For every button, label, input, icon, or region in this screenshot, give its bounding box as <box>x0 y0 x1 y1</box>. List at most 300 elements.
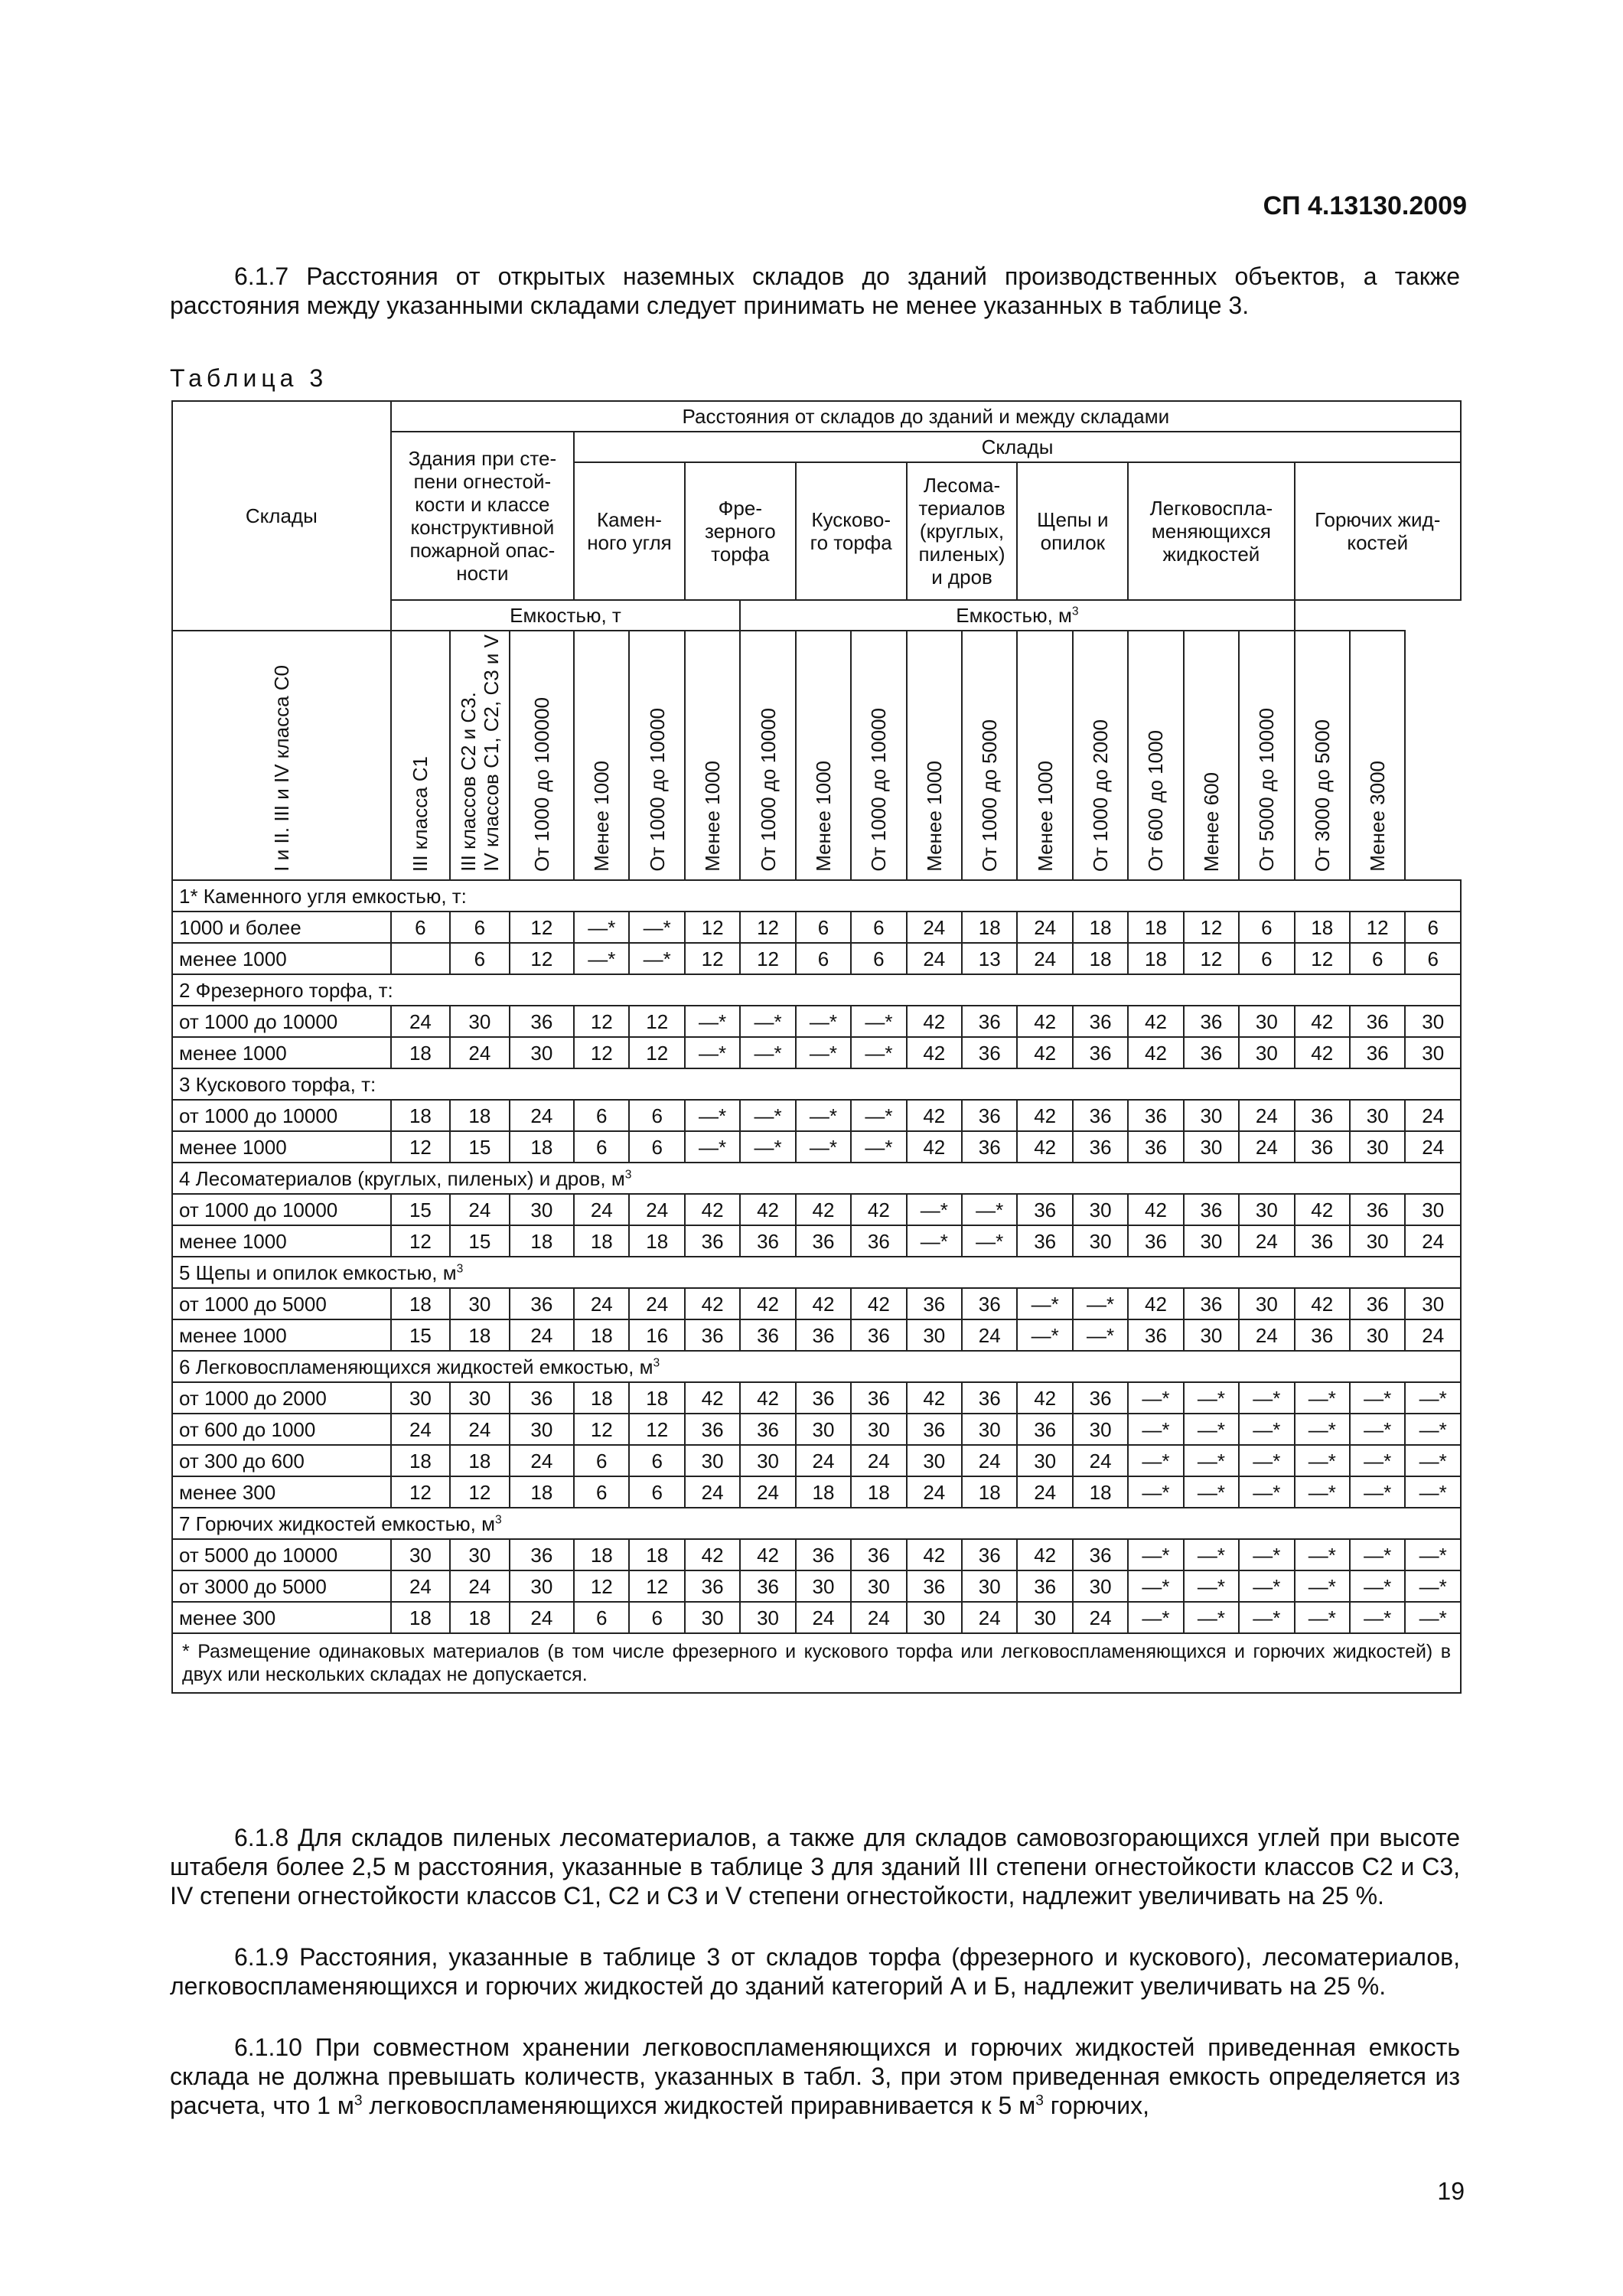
table-cell: 18 <box>962 912 1017 943</box>
table-cell: 36 <box>1073 1100 1128 1131</box>
table-cell: —* <box>685 1037 740 1068</box>
table-cell: 24 <box>1073 1602 1128 1633</box>
vertical-cell <box>1185 631 1238 879</box>
table-cell: —* <box>851 1131 906 1163</box>
table-cell: 24 <box>1405 1319 1461 1351</box>
table-cell: 36 <box>1128 1131 1183 1163</box>
table-cell: 18 <box>796 1476 851 1508</box>
table-cell: —* <box>851 1037 906 1068</box>
section-title-cell <box>172 1163 1461 1194</box>
table-cell: 36 <box>1017 1414 1072 1445</box>
table-row <box>172 1194 1461 1225</box>
table-cell: 12 <box>629 1006 684 1037</box>
table-cell: —* <box>1405 1602 1461 1633</box>
table-cell: 42 <box>1128 1194 1183 1225</box>
table-cell: —* <box>796 1006 851 1037</box>
table-cell: 36 <box>685 1225 740 1257</box>
header-sub-col-16 <box>1350 631 1405 880</box>
building-col-label: III класса С1 <box>409 755 432 872</box>
row-label: менее 300 <box>172 1476 391 1508</box>
table-cell: 30 <box>685 1445 740 1476</box>
table-cell: 30 <box>450 1539 509 1570</box>
table-cell: 30 <box>1239 1037 1294 1068</box>
vertical-cell <box>797 631 850 879</box>
sub-col-label: От 1000 до 10000 <box>867 708 891 872</box>
table-cell: —* <box>907 1225 962 1257</box>
table-cell: 18 <box>391 1100 450 1131</box>
table-cell: 12 <box>510 912 574 943</box>
row-label: от 300 до 600 <box>172 1445 391 1476</box>
table-cell: 36 <box>740 1414 795 1445</box>
table-cell: 36 <box>1184 1037 1239 1068</box>
table-cell: 42 <box>907 1539 962 1570</box>
vertical-cell <box>1074 631 1127 879</box>
table-cell: —* <box>1128 1445 1183 1476</box>
table-cell: —* <box>1239 1382 1294 1414</box>
header-group-5: Щепы и опилок <box>1017 462 1128 600</box>
table-cell: 24 <box>962 1445 1017 1476</box>
table-cell: —* <box>1405 1476 1461 1508</box>
paragraph-6-1-9: 6.1.9 Расстояния, указанные в таблице 3 от складов торфа (фрезерного и кускового), лесоматериалов, легковоспламеняющихся и горючих жидкостей до зданий категорий А и Б, надлежит увеличивать на 25 %. <box>170 1943 1460 2000</box>
table-cell: 24 <box>574 1288 629 1319</box>
table-row <box>172 943 1461 974</box>
table-cell: 42 <box>740 1288 795 1319</box>
table-cell: 30 <box>796 1570 851 1602</box>
table-cell: —* <box>1350 1602 1405 1633</box>
header-sklady: Склады <box>172 401 391 631</box>
table-cell: 30 <box>1405 1006 1461 1037</box>
paragraph-6-1-10-part-b: легковоспламеняющихся жидкостей приравнивается к 5 м <box>362 2092 1036 2119</box>
section-header-row <box>172 1351 1461 1382</box>
header-capacity-m3 <box>740 600 1294 631</box>
table-cell: 42 <box>1128 1288 1183 1319</box>
table-cell: 36 <box>1295 1100 1350 1131</box>
table-cell: 24 <box>962 1602 1017 1633</box>
table-cell: 42 <box>796 1194 851 1225</box>
paragraph-6-1-10-part-a: 6.1.10 При совместном хранении легковоспламеняющихся и горючих жидкостей приведенная емкость склада не должна превышать количеств, указанных в табл. 3, при этом приведенная емкость определяется из расчета, что 1 м <box>170 2033 1460 2119</box>
table-cell: 36 <box>1073 1006 1128 1037</box>
header-sub-col-11 <box>1073 631 1128 880</box>
table-cell: 12 <box>1350 912 1405 943</box>
sub-col-label: Менее 1000 <box>701 761 725 872</box>
table-cell: —* <box>1184 1445 1239 1476</box>
header-buildings: Здания при сте- пени огнестой- кости и классе конструктивной пожарной опас- ности <box>391 432 574 600</box>
table-cell: 36 <box>1350 1037 1405 1068</box>
table-cell: 36 <box>1128 1100 1183 1131</box>
table-cell: 6 <box>1239 912 1294 943</box>
table-cell: 24 <box>510 1445 574 1476</box>
sup-3-a: 3 <box>354 2092 363 2109</box>
table-cell: 30 <box>1184 1319 1239 1351</box>
vertical-cell <box>741 631 794 879</box>
table-cell: 24 <box>1239 1131 1294 1163</box>
table-3 <box>171 400 1462 1694</box>
table-cell: 18 <box>510 1131 574 1163</box>
table-cell: —* <box>1017 1319 1072 1351</box>
document-code: СП 4.13130.2009 <box>1263 191 1467 220</box>
vertical-cell <box>575 631 628 879</box>
table-cell: 36 <box>1073 1539 1128 1570</box>
section-header-row <box>172 974 1461 1006</box>
table-cell: 36 <box>1128 1225 1183 1257</box>
table-cell: 12 <box>1184 912 1239 943</box>
row-label: менее 1000 <box>172 943 391 974</box>
table-cell: —* <box>629 943 684 974</box>
table-row <box>172 1288 1461 1319</box>
table-cell: 18 <box>574 1539 629 1570</box>
section-title-sup: 3 <box>494 1512 502 1526</box>
header-group-4: Лесома- териалов (круглых, пиленых) и дров <box>907 462 1018 600</box>
row-label: менее 1000 <box>172 1225 391 1257</box>
table-cell: —* <box>740 1037 795 1068</box>
table-row <box>172 1602 1461 1633</box>
table-cell: 6 <box>574 1131 629 1163</box>
table-cell: 18 <box>1128 943 1183 974</box>
table-cell: 18 <box>1073 912 1128 943</box>
table-cell: 36 <box>1073 1131 1128 1163</box>
table-cell: 42 <box>1017 1037 1072 1068</box>
table-cell: 36 <box>962 1382 1017 1414</box>
section-header-row <box>172 880 1461 912</box>
table-cell: 30 <box>1073 1225 1128 1257</box>
sub-col-label: От 3000 до 5000 <box>1310 719 1334 872</box>
table-cell: 42 <box>740 1382 795 1414</box>
table-cell: 36 <box>510 1539 574 1570</box>
table-cell: —* <box>1184 1539 1239 1570</box>
capacity-m3-sup: 3 <box>1071 605 1079 618</box>
header-building-col-3 <box>450 631 509 880</box>
table-cell: 24 <box>1405 1225 1461 1257</box>
table-row <box>172 1570 1461 1602</box>
table-cell: —* <box>685 1006 740 1037</box>
table-cell: —* <box>796 1037 851 1068</box>
section-title-cell <box>172 974 1461 1006</box>
header-distances: Расстояния от складов до зданий и между складами <box>391 401 1461 432</box>
table-cell: 36 <box>962 1539 1017 1570</box>
table-cell: 24 <box>796 1602 851 1633</box>
section-title-sup: 3 <box>456 1261 464 1275</box>
table-row <box>172 1225 1461 1257</box>
table-cell: 42 <box>851 1288 906 1319</box>
table-cell: 36 <box>1350 1288 1405 1319</box>
table-cell: 24 <box>740 1476 795 1508</box>
vertical-cell <box>392 631 449 879</box>
header-sub-col-12 <box>1128 631 1183 880</box>
table-cell: 6 <box>574 1100 629 1131</box>
table-cell: —* <box>574 943 629 974</box>
table-cell: —* <box>796 1100 851 1131</box>
table-cell: 18 <box>450 1445 509 1476</box>
table-cell: —* <box>1405 1539 1461 1570</box>
table-cell: 6 <box>629 1602 684 1633</box>
row-label: 1000 и более <box>172 912 391 943</box>
vertical-cell <box>963 631 1016 879</box>
table-cell: 42 <box>907 1382 962 1414</box>
sub-col-label: От 1000 до 5000 <box>978 719 1002 872</box>
table-cell: 12 <box>574 1037 629 1068</box>
table-cell: 42 <box>740 1194 795 1225</box>
header-sub-col-10 <box>1017 631 1072 880</box>
sub-col-label: Менее 1000 <box>1033 761 1057 872</box>
vertical-cell <box>173 631 390 879</box>
header-sub-col-7 <box>851 631 906 880</box>
row-label: от 1000 до 5000 <box>172 1288 391 1319</box>
section-title: 7 Горючих жидкостей емкостью, м <box>179 1512 495 1535</box>
sub-col-label: От 1000 до 10000 <box>756 708 780 872</box>
table-cell: 24 <box>1405 1131 1461 1163</box>
header-sub-col-4 <box>685 631 740 880</box>
table-cell: 6 <box>629 1131 684 1163</box>
table-cell: 36 <box>1295 1131 1350 1163</box>
table-cell: 18 <box>391 1037 450 1068</box>
section-title-cell <box>172 1257 1461 1288</box>
section-header-row <box>172 1163 1461 1194</box>
table-cell: —* <box>1350 1414 1405 1445</box>
table-cell: 6 <box>391 912 450 943</box>
table-cell: —* <box>1405 1414 1461 1445</box>
table-cell: 30 <box>510 1570 574 1602</box>
sub-col-label: От 600 до 1000 <box>1144 730 1168 872</box>
table-cell: 24 <box>391 1006 450 1037</box>
table-cell: 30 <box>1239 1006 1294 1037</box>
footnote-row <box>172 1633 1461 1693</box>
table-cell: 24 <box>851 1445 906 1476</box>
table-cell: 15 <box>450 1225 509 1257</box>
table-cell: 18 <box>851 1476 906 1508</box>
table-cell: 6 <box>851 943 906 974</box>
table-row <box>172 1131 1461 1163</box>
table-row <box>172 1414 1461 1445</box>
table-cell: 36 <box>1017 1225 1072 1257</box>
header-sub-col-2 <box>574 631 629 880</box>
header-group-2: Фре- зерного торфа <box>685 462 796 600</box>
table-cell: —* <box>1073 1319 1128 1351</box>
sub-col-label: От 1000 до 10000 <box>645 708 669 872</box>
table-cell: 12 <box>391 1476 450 1508</box>
table-cell: 6 <box>629 1445 684 1476</box>
table-cell: 12 <box>1184 943 1239 974</box>
table-row <box>172 1006 1461 1037</box>
table-cell: 36 <box>1017 1194 1072 1225</box>
table-cell: 30 <box>450 1382 509 1414</box>
table-cell: 42 <box>796 1288 851 1319</box>
table-cell: 42 <box>1128 1006 1183 1037</box>
table-cell: 18 <box>629 1225 684 1257</box>
table-cell: 24 <box>510 1319 574 1351</box>
vertical-cell <box>852 631 905 879</box>
table-cell: 18 <box>574 1319 629 1351</box>
table-cell: 36 <box>1184 1006 1239 1037</box>
table-cell: —* <box>1128 1414 1183 1445</box>
table-cell: 36 <box>962 1100 1017 1131</box>
table-cell: 36 <box>685 1414 740 1445</box>
table-cell: 30 <box>907 1319 962 1351</box>
table-cell: —* <box>629 912 684 943</box>
table-cell: —* <box>740 1006 795 1037</box>
table-cell: 42 <box>1017 1006 1072 1037</box>
vertical-cell <box>1295 631 1349 879</box>
table-cell: 36 <box>796 1319 851 1351</box>
table-cell: 6 <box>796 943 851 974</box>
table-cell: 30 <box>391 1539 450 1570</box>
table-cell: 15 <box>450 1131 509 1163</box>
table-cell: 12 <box>510 943 574 974</box>
table-cell: 42 <box>1295 1006 1350 1037</box>
table-cell: —* <box>1128 1476 1183 1508</box>
table-cell: 18 <box>391 1445 450 1476</box>
sub-col-label: Менее 3000 <box>1366 761 1390 872</box>
header-vertical-row <box>172 631 1461 880</box>
table-cell: 12 <box>391 1225 450 1257</box>
table-cell: 36 <box>907 1414 962 1445</box>
table-row <box>172 1319 1461 1351</box>
table-cell: —* <box>740 1131 795 1163</box>
table-cell: 36 <box>510 1006 574 1037</box>
table-row <box>172 1445 1461 1476</box>
table-cell: —* <box>1239 1539 1294 1570</box>
table-cell: 24 <box>1017 943 1072 974</box>
table-cell: 36 <box>851 1539 906 1570</box>
section-title-sup: 3 <box>653 1355 660 1369</box>
table-cell: 30 <box>1405 1037 1461 1068</box>
header-warehouses: Склады <box>574 432 1461 462</box>
table-cell: —* <box>851 1100 906 1131</box>
table-cell: 12 <box>1295 943 1350 974</box>
table-cell: 18 <box>450 1602 509 1633</box>
table-cell: 36 <box>962 1131 1017 1163</box>
table-cell: 30 <box>1073 1414 1128 1445</box>
table-cell: 24 <box>450 1194 509 1225</box>
table-cell: 12 <box>685 912 740 943</box>
paragraph-6-1-10-part-c: горючих, <box>1043 2092 1150 2119</box>
table-cell: —* <box>1405 1382 1461 1414</box>
table-cell: 24 <box>685 1476 740 1508</box>
table-cell: 6 <box>1405 912 1461 943</box>
table-row <box>172 912 1461 943</box>
table-cell: 42 <box>1017 1100 1072 1131</box>
table-cell: 6 <box>851 912 906 943</box>
table-cell: —* <box>1295 1414 1350 1445</box>
header-sub-col-15 <box>1295 631 1350 880</box>
header-building-col-1 <box>172 631 391 880</box>
table-cell: 15 <box>391 1194 450 1225</box>
sub-col-label: Менее 600 <box>1199 771 1223 872</box>
table-row <box>172 1476 1461 1508</box>
table-cell: 42 <box>1295 1288 1350 1319</box>
table-cell: —* <box>685 1100 740 1131</box>
table-cell: 30 <box>907 1602 962 1633</box>
table-cell: 30 <box>510 1194 574 1225</box>
table-cell: 24 <box>907 1476 962 1508</box>
header-group-6: Легковоспла- меняющихся жидкостей <box>1128 462 1294 600</box>
table-cell: 42 <box>1295 1194 1350 1225</box>
table-cell: 30 <box>1239 1288 1294 1319</box>
section-header-row <box>172 1257 1461 1288</box>
table-cell: 36 <box>740 1570 795 1602</box>
sub-col-label: От 5000 до 10000 <box>1255 708 1279 872</box>
table-cell: 24 <box>1017 912 1072 943</box>
header-building-col-2 <box>391 631 450 880</box>
vertical-cell <box>630 631 683 879</box>
table-cell: 36 <box>740 1225 795 1257</box>
table-cell: —* <box>1239 1602 1294 1633</box>
table-body <box>172 880 1461 1693</box>
table-cell: 24 <box>450 1037 509 1068</box>
table-cell: 12 <box>740 943 795 974</box>
table-cell: 18 <box>1073 943 1128 974</box>
building-col-label: I и II. III и IV класса С0 <box>269 665 293 872</box>
table-cell: 36 <box>796 1225 851 1257</box>
table-cell: —* <box>907 1194 962 1225</box>
section-header-row <box>172 1068 1461 1100</box>
row-label: менее 1000 <box>172 1131 391 1163</box>
building-col-label: III классов С2 и С3. IV классов С1, С2, С3 и V <box>456 634 503 872</box>
table-cell: 42 <box>907 1100 962 1131</box>
table-cell: 36 <box>1295 1225 1350 1257</box>
table-cell: 36 <box>851 1225 906 1257</box>
header-group-7: Горючих жид- костей <box>1295 462 1461 600</box>
section-title: 1* Каменного угля емкостью, т: <box>179 884 467 908</box>
table-cell: 6 <box>796 912 851 943</box>
table-cell: 42 <box>1017 1131 1072 1163</box>
table-cell: 30 <box>962 1570 1017 1602</box>
table-cell: 24 <box>574 1194 629 1225</box>
header-capacity-t: Емкостью, т <box>391 600 741 631</box>
paragraph-6-1-8: 6.1.8 Для складов пиленых лесоматериалов, а также для складов самовозгорающихся углей при высоте штабеля более 2,5 м расстояния, указанные в таблице 3 для зданий III степени огнестойкости классов С2 и С3, IV степени огнестойкости классов С1, С2 и С3 и V степени огнестойкости, надлежит увеличивать на 25 %. <box>170 1824 1460 1910</box>
table-cell: —* <box>1350 1382 1405 1414</box>
table-cell: —* <box>962 1225 1017 1257</box>
table-cell: 30 <box>1405 1288 1461 1319</box>
table-cell: 30 <box>1017 1602 1072 1633</box>
table-cell: 6 <box>450 912 509 943</box>
table-cell: 30 <box>740 1445 795 1476</box>
table-cell: —* <box>1239 1414 1294 1445</box>
table-cell: 42 <box>685 1382 740 1414</box>
table-cell: 12 <box>391 1131 450 1163</box>
table-cell: 42 <box>1017 1382 1072 1414</box>
table-cell: —* <box>685 1131 740 1163</box>
table-cell: —* <box>1295 1539 1350 1570</box>
table-footnote: * Размещение одинаковых материалов (в том числе фрезерного и кускового торфа или легковоспламеняющихся и горючих жидкостей) в двух или нескольких складах не допускается. <box>172 1633 1461 1693</box>
table-cell: 30 <box>1405 1194 1461 1225</box>
table-cell: —* <box>1017 1288 1072 1319</box>
header-sub-col-3 <box>629 631 684 880</box>
table-cell: 18 <box>1128 912 1183 943</box>
table-cell: 12 <box>740 912 795 943</box>
table-row <box>172 1100 1461 1131</box>
vertical-cell <box>908 631 961 879</box>
row-label: от 600 до 1000 <box>172 1414 391 1445</box>
table-cell: 36 <box>962 1006 1017 1037</box>
table-cell: 30 <box>1184 1100 1239 1131</box>
table-cell: 6 <box>1350 943 1405 974</box>
table-cell: 42 <box>685 1539 740 1570</box>
table-cell: —* <box>962 1194 1017 1225</box>
table-header <box>172 401 1461 880</box>
table-cell: 18 <box>450 1100 509 1131</box>
table-cell: 36 <box>851 1382 906 1414</box>
table-row <box>172 1539 1461 1570</box>
table-cell: 36 <box>1073 1382 1128 1414</box>
header-sub-col-14 <box>1239 631 1294 880</box>
header-sub-col-13 <box>1184 631 1239 880</box>
table-cell: 24 <box>510 1602 574 1633</box>
table-cell: 30 <box>1184 1225 1239 1257</box>
table-cell: 36 <box>685 1570 740 1602</box>
table-cell: 12 <box>685 943 740 974</box>
table-cell: —* <box>1184 1476 1239 1508</box>
table-cell: 30 <box>450 1006 509 1037</box>
